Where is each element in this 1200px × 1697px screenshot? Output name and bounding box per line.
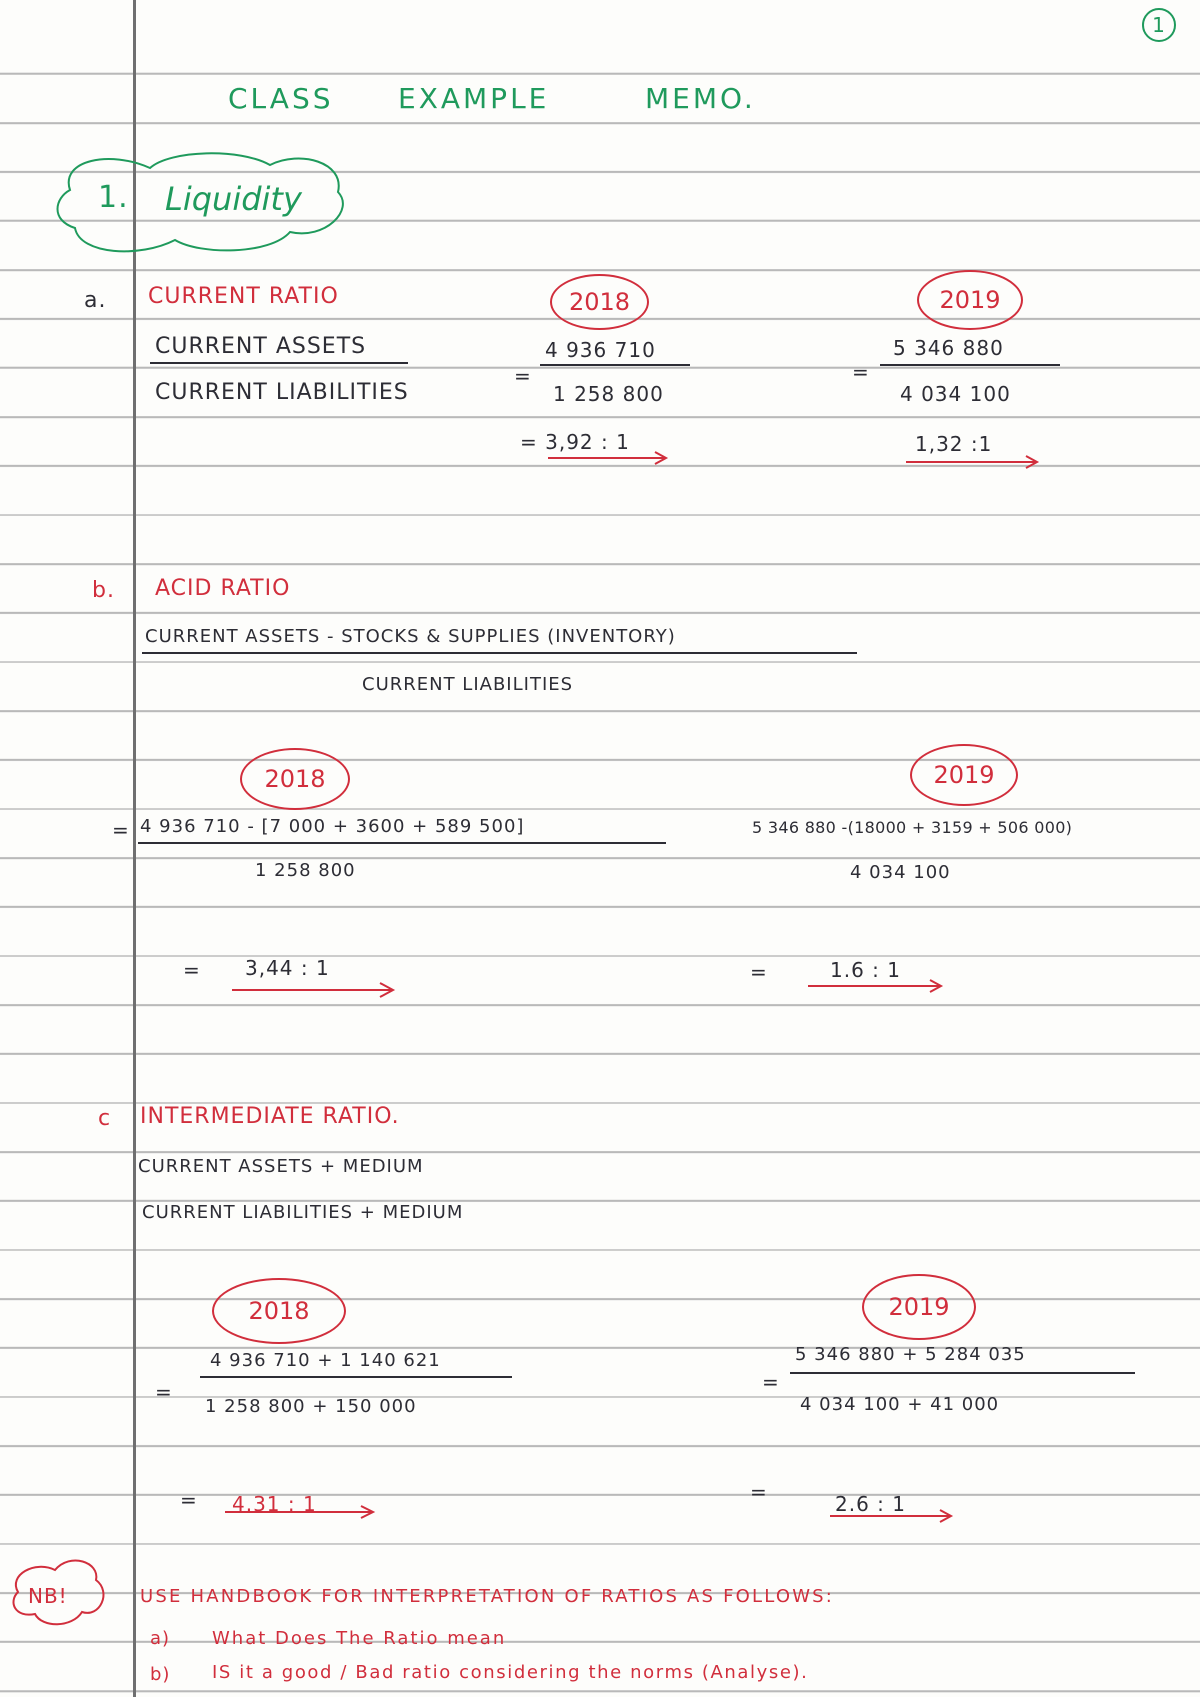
year-label: 2019 [933, 761, 995, 789]
intermediate-numerator-2018: 4 936 710 + 1 140 621 [210, 1350, 441, 1371]
title-class: CLASS [228, 82, 334, 115]
title-memo: MEMO. [645, 82, 756, 115]
current-ratio-heading: CURRENT RATIO [148, 284, 339, 309]
current-ratio-2018: = 3,92 : 1 [520, 430, 630, 454]
equals-sign: = [183, 958, 201, 982]
year-label: 2018 [248, 1297, 310, 1325]
intermediate-ratio-heading: INTERMEDIATE RATIO. [140, 1104, 400, 1129]
intermediate-denominator-2019: 4 034 100 + 41 000 [800, 1394, 1000, 1415]
year-label: 2019 [939, 286, 1001, 314]
equals-sign: = [750, 960, 768, 984]
nb-item-b-text: IS it a good / Bad ratio considering the norms (Analyse). [212, 1662, 809, 1683]
equals-sign: = [155, 1380, 173, 1404]
ratio-2018-arrow [548, 452, 666, 464]
year-label: 2019 [888, 1293, 950, 1321]
intermediate-ratio-2019: 2.6 : 1 [835, 1492, 906, 1516]
equals-sign: = [514, 364, 532, 388]
current-assets-2019: 5 346 880 [893, 336, 1004, 360]
nb-item-a-text: What Does The Ratio mean [212, 1628, 507, 1649]
nb-badge: NB! [28, 1584, 68, 1608]
acid-ratio-heading: ACID RATIO [155, 576, 291, 601]
equals-sign: = [762, 1370, 780, 1394]
item-b-letter: b. [92, 578, 115, 603]
current-liabilities-2018: 1 258 800 [553, 382, 664, 406]
acid-2018-arrow [232, 983, 393, 997]
intermediate-ratio-2018: 4.31 : 1 [232, 1492, 317, 1516]
equals-sign: = [852, 360, 870, 384]
intermediate-2018-arrow [225, 1506, 373, 1518]
item-a-letter: a. [84, 288, 107, 313]
year-label: 2018 [264, 765, 326, 793]
title-example: EXAMPLE [398, 82, 550, 115]
intermediate-2019-arrow [830, 1510, 951, 1522]
intermediate-denominator-2018: 1 258 800 + 150 000 [205, 1396, 417, 1417]
current-liabilities-2019: 4 034 100 [900, 382, 1011, 406]
liquidity-cloud [58, 153, 343, 251]
year-label: 2018 [568, 288, 631, 316]
ratio-2019-arrow [906, 456, 1037, 468]
item-c-letter: c [98, 1106, 112, 1131]
equals-sign: = [180, 1488, 198, 1512]
current-ratio-2019: 1,32 :1 [915, 432, 993, 456]
acid-numerator-2018: 4 936 710 - [7 000 + 3600 + 589 500] [140, 816, 525, 837]
current-assets-2018: 4 936 710 [545, 338, 656, 362]
equals-sign: = [112, 818, 130, 842]
acid-2019-arrow [808, 980, 941, 992]
section-heading: Liquidity [165, 180, 302, 218]
nb-instruction: USE HANDBOOK FOR INTERPRETATION OF RATIOS AS FOLLOWS: [140, 1586, 835, 1607]
intermediate-denominator-label: CURRENT LIABILITIES + MEDIUM [142, 1202, 464, 1223]
acid-ratio-2019: 1.6 : 1 [830, 958, 901, 982]
current-liabilities-label: CURRENT LIABILITIES [155, 380, 409, 405]
intermediate-numerator-label: CURRENT ASSETS + MEDIUM [138, 1156, 424, 1177]
nb-item-a-marker: a) [150, 1628, 171, 1649]
page-number: 1 [1152, 13, 1166, 37]
nb-cloud [13, 1561, 103, 1625]
current-assets-label: CURRENT ASSETS [155, 334, 367, 359]
nb-item-b-marker: b) [150, 1664, 171, 1685]
acid-denominator-2018: 1 258 800 [255, 860, 356, 881]
acid-denominator-2019: 4 034 100 [850, 862, 951, 883]
acid-ratio-2018: 3,44 : 1 [245, 956, 330, 980]
acid-numerator-label: CURRENT ASSETS - STOCKS & SUPPLIES (INVENTORY) [145, 626, 676, 647]
intermediate-numerator-2019: 5 346 880 + 5 284 035 [795, 1344, 1026, 1365]
section-number: 1. [98, 180, 129, 215]
acid-numerator-2019: 5 346 880 -(18000 + 3159 + 506 000) [752, 818, 1073, 837]
equals-sign: = [750, 1480, 768, 1504]
acid-denominator-label: CURRENT LIABILITIES [362, 674, 574, 695]
